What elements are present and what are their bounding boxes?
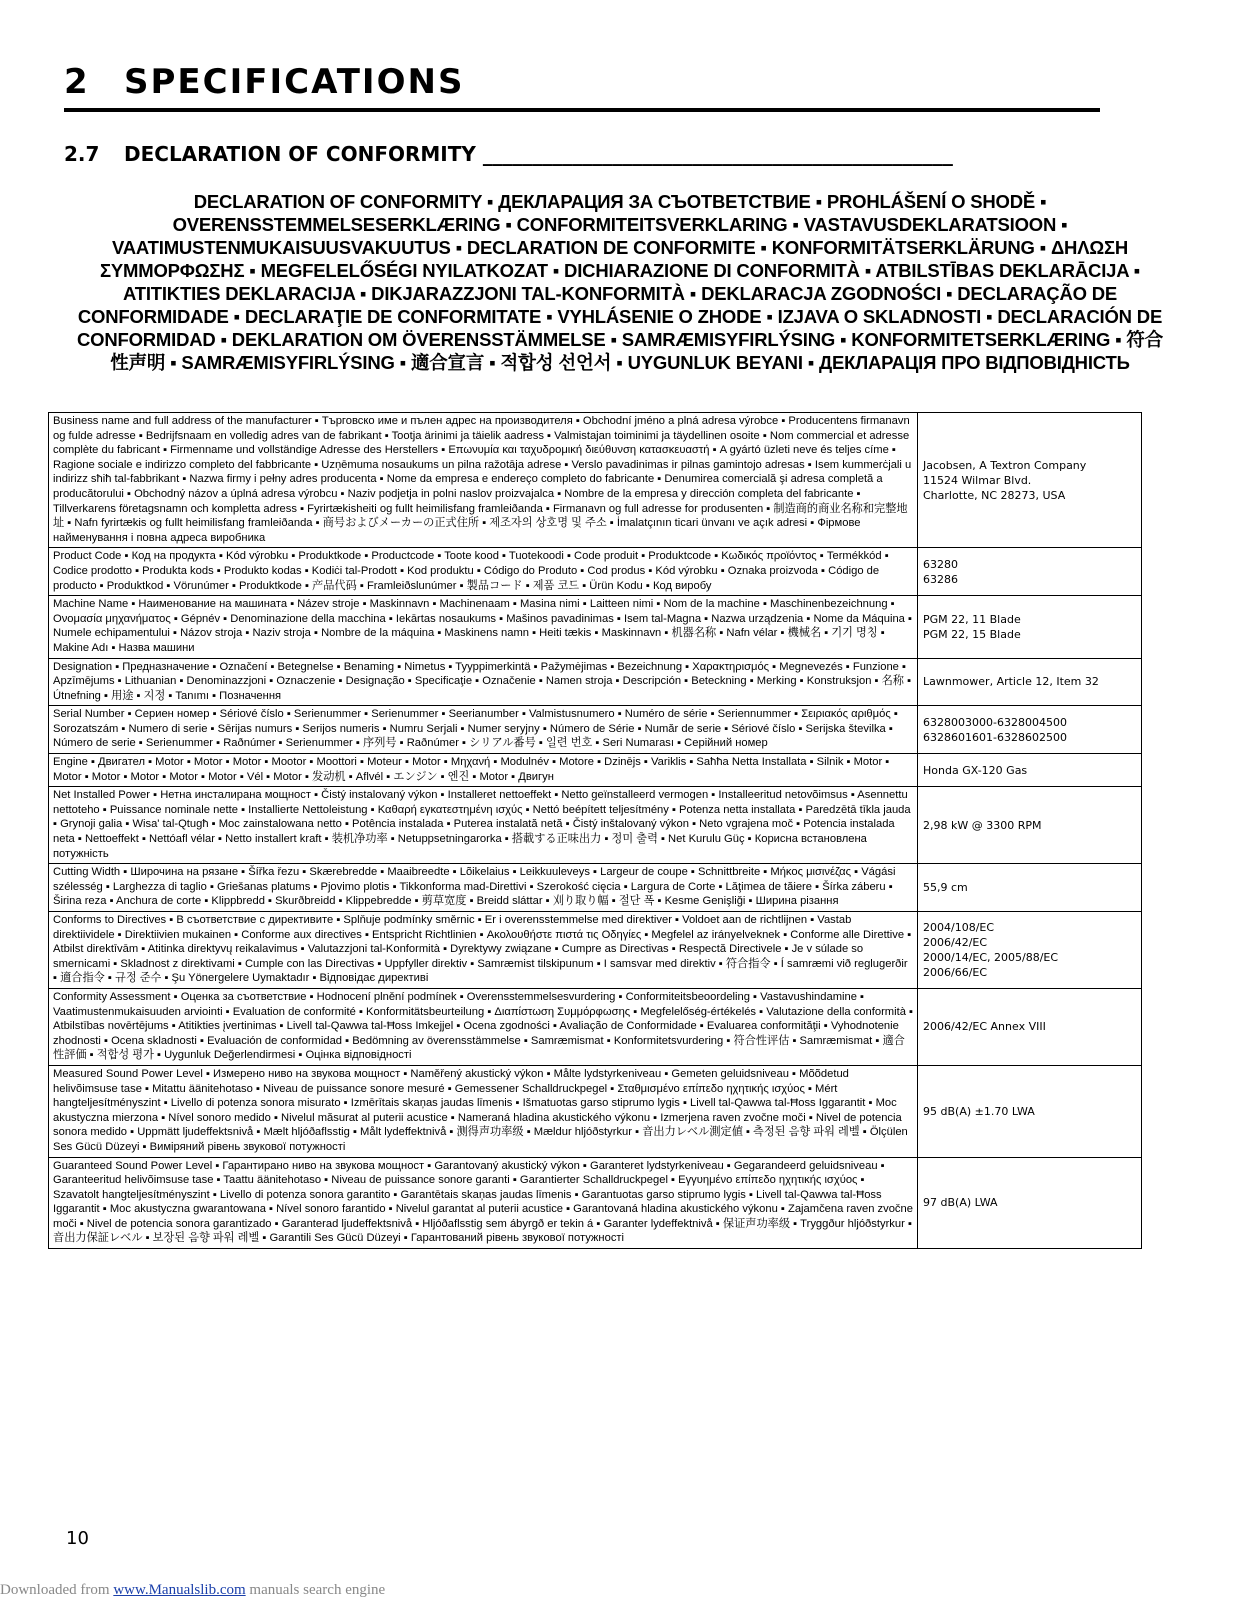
row-label-directives: Conforms to Directives ▪ В съответствие с директивите ▪ Splňuje podmínky směrnic ▪ Er i overensstemmelse med direktiver ▪ Voldoet aan de richtlijnen ▪ Vastab direktiividele ▪ Direktiivien mukainen ▪ Conforme aux directives ▪ Entspricht Richtlinien ▪ Ακολουθήστε πιστά τις Οδηγίες ▪ Megfelel az irányelveknek ▪ Conforme alle Direttive ▪ Atbilst direktīvām ▪ Atitinka direktyvų reikalavimus ▪ Valutazzjoni tal-Konformità ▪ Dyrektywy związane ▪ Cumpre as Directivas ▪ Respectă Directivele ▪ Je v súlade so smernicami ▪ Skladnost z direktivami ▪ Cumple con las Directivas ▪ Uppfyller direktiv ▪ Samræmist tilskipunum ▪ I samsvar med direktiv ▪ 符合指令 ▪ Í samræmi við reglugerðir ▪ 適合指令 ▪ 규정 준수 ▪ Şu Yönergelere Uymaktadır ▪ Відповідає директиві: [49, 912, 918, 989]
chapter-number: 2: [64, 62, 90, 102]
row-label-net-installed-power: Net Installed Power ▪ Нетна инсталирана мощност ▪ Čistý instalovaný výkon ▪ Installeret nettoeffekt ▪ Netto geïnstalleerd vermogen ▪ Installeeritud netovõimsus ▪ Asennettu nettoteho ▪ Puissance nominale nette ▪ Installierte Nettoleistung ▪ Καθαρή εγκατεστημένη ισχύς ▪ Nettó beépített teljesítmény ▪ Potenza netta installata ▪ Paredzētā tīkla jauda ▪ Grynoji galia ▪ Wisa' tal-Qtugħ ▪ Moc zainstalowana netto ▪ Potência instalada ▪ Puterea instalată netă ▪ Čistý inštalovaný výkon ▪ Neto vgrajena moč ▪ Potencia instalada neta ▪ Nettoeffekt ▪ Nettóafl vélar ▪ Netto installert kraft ▪ 装机净功率 ▪ Netuppsetningarorka ▪ 搭載する正味出力 ▪ 정미 출력 ▪ Net Kurulu Güç ▪ Корисна встановлена потужність: [49, 787, 918, 864]
row-label-cutting-width: Cutting Width ▪ Широчина на рязане ▪ Šířka řezu ▪ Skærebredde ▪ Maaibreedte ▪ Lõikelaius ▪ Leikkuuleveys ▪ Largeur de coupe ▪ Schnittbreite ▪ Μήκος μισινέζας ▪ Vágási szélesség ▪ Larghezza di taglio ▪ Griešanas platums ▪ Pjovimo plotis ▪ Tikkonforma mad-Direttivi ▪ Szerokość cięcia ▪ Largura de Corte ▪ Lăţimea de tăiere ▪ Šírka záberu ▪ Širina reza ▪ Anchura de corte ▪ Klippbredd ▪ Skurðbreidd ▪ Klippebredde ▪ 剪草宽度 ▪ Breidd sláttar ▪ 刈り取り幅 ▪ 절단 폭 ▪ Kesme Genişliği ▪ Ширина різання: [49, 864, 918, 912]
value-line: 97 dB(A) LWA: [923, 1196, 998, 1210]
page-number: 10: [66, 1528, 89, 1549]
value-line: PGM 22, 15 Blade: [923, 627, 1021, 641]
chapter-title-text: SPECIFICATIONS: [124, 62, 465, 102]
row-label-product-code: Product Code ▪ Код на продукта ▪ Kód výrobku ▪ Produktkode ▪ Productcode ▪ Toote kood ▪ Tuotekoodi ▪ Code produit ▪ Produktcode ▪ Κωδικός προϊόντος ▪ Termékkód ▪ Codice prodotto ▪ Produkta kods ▪ Produkto kodas ▪ Kodiċi tal-Prodott ▪ Kod produktu ▪ Código do Produto ▪ Cod produs ▪ Kód výrobku ▪ Oznaka proizvoda ▪ Código de producto ▪ Produktkod ▪ Vörunúmer ▪ Produktkode ▪ 产品代码 ▪ Framleiðslunúmer ▪ 製品コード ▪ 제품 코드 ▪ Ürün Kodu ▪ Код виробу: [49, 548, 918, 596]
row-label-guaranteed-sound: Guaranteed Sound Power Level ▪ Гарантирано ниво на звукова мощност ▪ Garantovaný akustický výkon ▪ Garanteret lydstyrkeniveau ▪ Gegarandeerd geluidsniveau ▪ Garanteeritud helivõimsuse tase ▪ Taattu äänitehotaso ▪ Niveau de puissance sonore garanti ▪ Garantierter Schalldruckpegel ▪ Εγγυημένο επίπεδο ηχητικής ισχύος ▪ Szavatolt hangteljesítményszint ▪ Livello di potenza sonora garantito ▪ Garantētais skaņas jaudas līmenis ▪ Garantuotas garso stiprumo lygis ▪ Livell tal-Qawwa tal-Ħoss Iggarantit ▪ Moc akustyczna gwarantowana ▪ Nível sonoro farantido ▪ Nivelul garantat al puterii acustice ▪ Garantovaná hladina akustického výkonu ▪ Zajamčena raven zvočne moči ▪ Nivel de potencia sonora garantizado ▪ Garanterad ljudeffektsnivå ▪ Hljóðaflsstig sem ábyrgð er tekin á ▪ Garanter lydeffektnivå ▪ 保证声功率级 ▪ Tryggður hljóðstyrkur ▪ 音出力保証レベル ▪ 보장된 음향 파워 레벨 ▪ Garantili Ses Gücü Düzeyi ▪ Гарантований рівень звукової потужності: [49, 1157, 918, 1249]
row-label-manufacturer: Business name and full address of the manufacturer ▪ Търговско име и пълен адрес на производителя ▪ Obchodní jméno a plná adresa výrobce ▪ Producentens firmanavn og fulde adresse ▪ Bedrijfsnaam en volledig adres van de fabrikant ▪ Tootja ärinimi ja täielik aadress ▪ Valmistajan toiminimi ja täydellinen osoite ▪ Nom commercial et adresse complète du fabricant ▪ Firmenname und vollständige Adresse des Herstellers ▪ Επωνυμία και ταχυδρομική διεύθυνση κατασκευαστή ▪ A gyártó üzleti neve és teljes címe ▪ Ragione sociale e indirizzo completo del fabbricante ▪ Uzņēmuma nosaukums un pilna ražotāja adrese ▪ Verslo pavadinimas ir pilnas gamintojo adresas ▪ Isem kummerċjali u indirizz sħiħ tal-fabbrikant ▪ Nazwa firmy i pełny adres producenta ▪ Nome da empresa e endereço completo do fabricante ▪ Denumirea comercială şi adresa completă a producătorului ▪ Obchodný názov a úplná adresa výrobcu ▪ Naziv podjetja in polni naslov proizvajalca ▪ Nombre de la empresa y dirección completa del fabricante ▪ Tillverkarens företagsnamn och kompletta adress ▪ Fyrirtækisheiti og fullt heimilisfang framleiðanda ▪ Firmanavn og full adresse for produsenten ▪ 制造商的商业名称和完整地址 ▪ Nafn fyrirtækis og fullt heimilisfang framleiðanda ▪ 商号およびメーカーの正式住所 ▪ 제조자의 상호명 및 주소 ▪ İmalatçının ticari ünvanı ve açık adresi ▪ Фірмове найменування і повна адреса виробника: [49, 413, 918, 548]
table-row: [49, 787, 1142, 864]
value-line: 2006/42/EC: [923, 935, 988, 949]
value-line: 6328003000-6328004500: [923, 715, 1067, 729]
row-value-guaranteed-sound: [918, 1157, 1142, 1249]
footer-prefix: Downloaded from: [0, 1582, 114, 1598]
row-value-machine-name: [918, 596, 1142, 658]
value-line: PGM 22, 11 Blade: [923, 612, 1021, 626]
row-value-net-installed-power: [918, 787, 1142, 864]
value-line: Charlotte, NC 28273, USA: [923, 488, 1066, 502]
footer-suffix: manuals search engine: [245, 1582, 386, 1598]
table-row: [49, 754, 1142, 787]
value-line: 2006/66/EC: [923, 965, 988, 979]
row-label-serial-number: Serial Number ▪ Сериен номер ▪ Sériové číslo ▪ Serienummer ▪ Serienummer ▪ Seerianumber ▪ Valmistusnumero ▪ Numéro de série ▪ Seriennummer ▪ Σειριακός αριθμός ▪ Sorozatszám ▪ Numero di serie ▪ Sērijas numurs ▪ Serijos numeris ▪ Numru Serjali ▪ Numer seryjny ▪ Número de Série ▪ Număr de serie ▪ Sériové číslo ▪ Serijska številka ▪ Número de serie ▪ Serienummer ▪ Raðnúmer ▪ Serienummer ▪ 序列号 ▪ Raðnúmer ▪ シリアル番号 ▪ 일련 번호 ▪ Seri Numarası ▪ Серійний номер: [49, 706, 918, 754]
row-value-measured-sound: [918, 1065, 1142, 1157]
download-footer: [0, 1582, 385, 1599]
table-row: [49, 1157, 1142, 1249]
section-title-text: DECLARATION OF CONFORMITY: [124, 142, 476, 166]
row-value-conformity-assessment: [918, 988, 1142, 1065]
row-value-manufacturer: [918, 413, 1142, 548]
table-row: [49, 548, 1142, 596]
chapter-title: [64, 60, 1100, 112]
row-value-directives: [918, 912, 1142, 989]
row-label-measured-sound: Measured Sound Power Level ▪ Измерено ниво на звукова мощност ▪ Naměřený akustický výkon ▪ Målte lydstyrkeniveau ▪ Gemeten geluidsniveau ▪ Mõõdetud helivõimsuse tase ▪ Mitattu äänitehotaso ▪ Niveau de puissance sonore mesuré ▪ Gemessener Schalldruckpegel ▪ Σταθμισμένο επίπεδο ηχητικής ισχύος ▪ Mért hangteljesítményszint ▪ Livello di potenza sonora misurato ▪ Izmērītais skaņas jaudas līmenis ▪ Išmatuotas garso stiprumo lygis ▪ Livell tal-Qawwa tal-Ħoss Iggarantit ▪ Moc akustyczna mierzona ▪ Nível sonoro medido ▪ Nivelul măsurat al puterii acustice ▪ Nameraná hladina akustického výkonu ▪ Izmerjena raven zvočne moči ▪ Nivel de potencia sonora medido ▪ Uppmätt ljudeffektsnivå ▪ Mælt hljóðaflsstig ▪ Målt lydeffektnivå ▪ 测得声功率级 ▪ Mældur hljóðstyrkur ▪ 音出力レベル測定値 ▪ 측정된 음향 파워 레벨 ▪ Ölçülen Ses Gücü Düzeyi ▪ Виміряний рівень звукової потужності: [49, 1065, 918, 1157]
section-rule: _______________________________________________: [482, 142, 953, 166]
table-row: [49, 864, 1142, 912]
row-label-machine-name: Machine Name ▪ Наименование на машината ▪ Název stroje ▪ Maskinnavn ▪ Machinenaam ▪ Masina nimi ▪ Laitteen nimi ▪ Nom de la machine ▪ Maschinenbezeichnung ▪ Ονομασία μηχανήματος ▪ Gépnév ▪ Denominazione della macchina ▪ Iekārtas nosaukums ▪ Mašinos pavadinimas ▪ Isem tal-Magna ▪ Nazwa urządzenia ▪ Nome da Máquina ▪ Numele echipamentului ▪ Názov stroja ▪ Naziv stroja ▪ Nombre de la máquina ▪ Maskinens namn ▪ Heiti tækis ▪ Maskinnavn ▪ 机器名称 ▪ Nafn vélar ▪ 機械名 ▪ 기기 명칭 ▪ Makine Adı ▪ Назва машини: [49, 596, 918, 658]
table-row: [49, 413, 1142, 548]
row-value-designation: [918, 658, 1142, 706]
manualslib-link[interactable]: www.Manualslib.com: [113, 1582, 246, 1598]
section-number: 2.7: [64, 142, 100, 166]
value-line: 95 dB(A) ±1.70 LWA: [923, 1104, 1035, 1118]
table-row: [49, 912, 1142, 989]
row-value-serial-number: [918, 706, 1142, 754]
table-row: [49, 596, 1142, 658]
row-label-designation: Designation ▪ Предназначение ▪ Označení ▪ Betegnelse ▪ Benaming ▪ Nimetus ▪ Tyyppimerkintä ▪ Pažymėjimas ▪ Bezeichnung ▪ Χαρακτηρισμός ▪ Megnevezés ▪ Funzione ▪ Apzīmējums ▪ Lithuanian ▪ Denominazzjoni ▪ Oznaczenie ▪ Designação ▪ Specificaţie ▪ Označenie ▪ Namen stroja ▪ Descripción ▪ Beteckning ▪ Merking ▪ Konstruksjon ▪ 名称 ▪ Útnefning ▪ 用途 ▪ 지정 ▪ Tanımı ▪ Позначення: [49, 658, 918, 706]
value-line: 2,98 kW @ 3300 RPM: [923, 818, 1042, 832]
value-line: Lawnmower, Article 12, Item 32: [923, 675, 1099, 689]
row-label-conformity-assessment: Conformity Assessment ▪ Оценка за съответствие ▪ Hodnocení plnění podmínek ▪ Overensstemmelsesvurdering ▪ Conformiteitsbeoordeling ▪ Vastavushindamine ▪ Vaatimustenmukaisuuden arviointi ▪ Evaluation de conformité ▪ Konformitätsbeurteilung ▪ Διαπίστωση Συμμόρφωσης ▪ Megfelelőség-értékelés ▪ Valutazione della conformità ▪ Atbilstības novērtējums ▪ Atitikties įvertinimas ▪ Livell tal-Qawwa tal-Ħoss Imkejjel ▪ Ocena zgodności ▪ Avaliação de Conformidade ▪ Evaluarea conformităţii ▪ Vyhodnotenie zhodnosti ▪ Ocena skladnosti ▪ Evaluación de conformidad ▪ Bedömning av överensstämmelse ▪ Samræmismat ▪ Konformitetsvurdering ▪ 符合性评估 ▪ Samræmismat ▪ 適合性評価 ▪ 적합성 평가 ▪ Uygunluk Değerlendirmesi ▪ Оцінка відповідності: [49, 988, 918, 1065]
value-line: 63286: [923, 572, 958, 586]
declaration-table: [48, 412, 1142, 1249]
section-title: [64, 140, 1100, 168]
value-line: Honda GX-120 Gas: [923, 763, 1028, 777]
value-line: 2004/108/EC: [923, 920, 995, 934]
multilingual-heading: DECLARATION OF CONFORMITY ▪ ДЕКЛАРАЦИЯ ЗА СЪОТВЕТСТВИЕ ▪ PROHLÁŠENÍ O SHODĚ ▪ OVERENSSTEMMELSESERKLÆRING ▪ CONFORMITEITSVERKLARING ▪ VASTAVUSDEKLARATSIOON ▪ VAATIMUSTENMUKAISUUSVAKUUTUS ▪ DECLARATION DE CONFORMITE ▪ KONFORMITÄTSERKLÄRUNG ▪ ΔΗΛΩΣΗ ΣΥΜΜΟΡΦΩΣΗΣ ▪ MEGFELELŐSÉGI NYILATKOZAT ▪ DICHIARAZIONE DI CONFORMITÀ ▪ ATBILSTĪBAS DEKLARĀCIJA ▪ ATITIKTIES DEKLARACIJA ▪ DIKJARAZZJONI TAL-KONFORMITÀ ▪ DEKLARACJA ZGODNOŚCI ▪ DECLARAÇÃO DE CONFORMIDADE ▪ DECLARAŢIE DE CONFORMITATE ▪ VYHLÁSENIE O ZHODE ▪ IZJAVA O SKLADNOSTI ▪ DECLARACIÓN DE CONFORMIDAD ▪ DEKLARATION OM ÖVERENSSTÄMMELSE ▪ SAMRÆMISYFIRLÝSING ▪ KONFORMITETSERKLÆRING ▪ 符合性声明 ▪ SAMRÆMISYFIRLÝSING ▪ 適合宣言 ▪ 적합성 선언서 ▪ UYGUNLUK BEYANI ▪ ДЕКЛАРАЦІЯ ПРО ВІДПОВІДНІСТЬ: [76, 191, 1164, 373]
table-row: [49, 706, 1142, 754]
value-line: Jacobsen, A Textron Company: [923, 458, 1087, 472]
row-value-product-code: [918, 548, 1142, 596]
value-line: 6328601601-6328602500: [923, 730, 1067, 744]
table-row: [49, 658, 1142, 706]
value-line: 55,9 cm: [923, 881, 968, 895]
value-line: 2000/14/EC, 2005/88/EC: [923, 950, 1059, 964]
row-label-engine: Engine ▪ Двигател ▪ Motor ▪ Motor ▪ Motor ▪ Mootor ▪ Moottori ▪ Moteur ▪ Motor ▪ Μηχανή ▪ Modulnév ▪ Motore ▪ Dzinējs ▪ Variklis ▪ Saħħa Netta Installata ▪ Silnik ▪ Motor ▪ Motor ▪ Motor ▪ Motor ▪ Motor ▪ Motor ▪ Vél ▪ Motor ▪ 发动机 ▪ Aflvél ▪ エンジン ▪ 엔진 ▪ Motor ▪ Двигун: [49, 754, 918, 787]
value-line: 2006/42/EC Annex VIII: [923, 1020, 1046, 1034]
table-row: [49, 1065, 1142, 1157]
value-line: 11524 Wilmar Blvd.: [923, 473, 1032, 487]
table-row: [49, 988, 1142, 1065]
row-value-engine: [918, 754, 1142, 787]
row-value-cutting-width: [918, 864, 1142, 912]
value-line: 63280: [923, 557, 958, 571]
